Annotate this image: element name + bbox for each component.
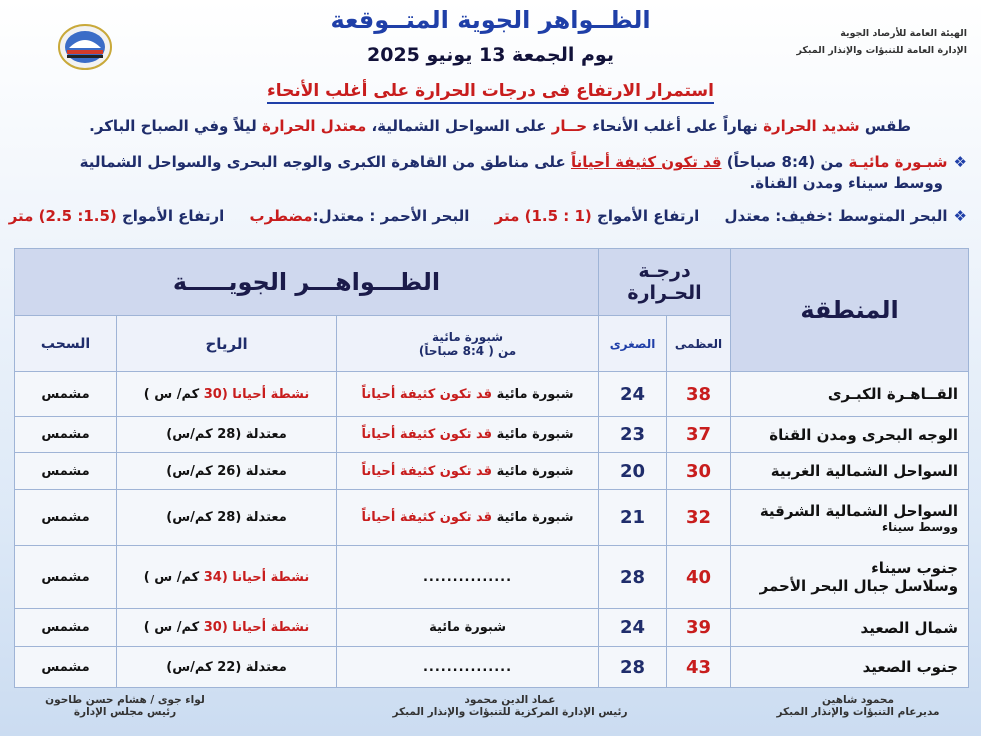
red-sea-state-2: مضطرب	[249, 207, 313, 225]
summary-weather	[89, 117, 911, 135]
wind-desc: معتدلة	[241, 463, 287, 479]
header-phenomena: الظـــواهـــر الجويـــــة	[15, 249, 599, 316]
signature-name: محمود شاهين	[821, 694, 895, 706]
wind-speed: (30	[203, 620, 228, 636]
org-department: الإدارة العامة للتنبؤات والإنذار المبكر	[796, 45, 967, 56]
signature-2	[370, 694, 650, 718]
min-temp: 20	[599, 453, 667, 489]
fog-cell	[337, 372, 599, 417]
med-wave-height: (1 : 1.5) متر	[494, 207, 592, 225]
wind-unit: كم/س)	[166, 463, 218, 479]
fog-note: قد تكون كثيفة أحياناً	[361, 427, 497, 443]
clouds-cell: مشمس	[15, 372, 117, 417]
fog-cell	[337, 489, 599, 546]
fog-value: ...............	[422, 569, 513, 585]
fog-text-4: على مناطق من القاهرة الكبرى والوجه البحرى والسواحل الشمالية	[79, 153, 571, 171]
fog-note: قد تكون كثيفة أحياناً	[361, 510, 497, 526]
max-temp: 40	[667, 546, 731, 609]
clouds-cell: مشمس	[15, 609, 117, 647]
weather-text-4: حــار	[551, 117, 588, 135]
wind-speed: (22	[217, 659, 242, 675]
wind-speed: (28	[217, 510, 242, 526]
fog-cell	[337, 647, 599, 688]
header-clouds: السحب	[15, 315, 117, 372]
fog-cell	[337, 453, 599, 489]
signature-title: رئيس الإدارة المركزية للتنبؤات والإنذار المبكر	[392, 706, 628, 718]
max-temp: 39	[667, 609, 731, 647]
wind-speed: (28	[217, 427, 242, 443]
signature-name: لواء جوى / هشام حسن طاحون	[45, 694, 205, 706]
wind-unit: كم/ س )	[143, 620, 204, 636]
signature-1	[743, 694, 973, 718]
header-region: المنطقة	[731, 249, 969, 372]
max-temp: 43	[667, 647, 731, 688]
table-row	[15, 453, 969, 489]
page-title: الظــواهر الجوية المتــوقعة	[330, 6, 651, 34]
table-row	[15, 647, 969, 688]
max-temp: 32	[667, 489, 731, 546]
clouds-cell: مشمس	[15, 453, 117, 489]
signature-title: رئيس مجلس الإدارة	[73, 706, 177, 718]
header-max: العظمى	[667, 315, 731, 372]
min-temp: 21	[599, 489, 667, 546]
weather-text-1: طقس	[859, 117, 911, 135]
region-cell: الوجه البحرى ومدن القناة	[731, 416, 969, 452]
signature-name: عماد الدين محمود	[464, 694, 556, 706]
region-cell	[731, 489, 969, 546]
red-sea-label: البحر الأحمر :	[369, 207, 470, 225]
fog-cell	[337, 546, 599, 609]
wind-cell	[117, 416, 337, 452]
table-row	[15, 416, 969, 452]
region-line2: وسلاسل جبال البحر الأحمر	[759, 577, 959, 596]
med-wave-label: ارتفاع الأمواج	[597, 207, 700, 225]
wind-speed: (26	[217, 463, 242, 479]
forecast-table	[14, 248, 969, 688]
min-temp: 28	[599, 647, 667, 688]
red-wave-height: (1.5: 2.5) متر	[8, 207, 117, 225]
region-line2: ووسط سيناء	[882, 519, 959, 534]
wind-speed: (30	[203, 386, 228, 402]
header-fog-line2: من ( 8:4 صباحاً)	[418, 343, 517, 358]
region-cell: شمال الصعيد	[731, 609, 969, 647]
header-temperature: درجـة الحـرارة	[599, 249, 731, 316]
wind-cell	[117, 647, 337, 688]
region-cell: السواحل الشمالية الغربية	[731, 453, 969, 489]
weather-text-7: ليلاً وفي الصباح الباكر.	[89, 117, 262, 135]
region-line1: السواحل الشمالية الشرقية	[759, 501, 959, 520]
headline-text: استمرار الارتفاع فى درجات الحرارة على أغلب الأنحاء	[267, 81, 714, 104]
fog-value: شبورة مائية	[496, 386, 574, 402]
org-name: الهيئة العامة للأرصاد الجوية	[840, 28, 967, 39]
bullet-icon: ❖	[953, 207, 967, 225]
fog-cell	[337, 416, 599, 452]
table-row	[15, 372, 969, 417]
wind-desc: معتدلة	[241, 510, 287, 526]
fog-text-2: من (8:4 صباحاً)	[721, 153, 849, 171]
fog-note: قد تكون كثيفة أحياناً	[361, 463, 497, 479]
red-wave-label: ارتفاع الأمواج	[122, 207, 225, 225]
summary-fog	[80, 153, 967, 171]
wind-cell	[117, 489, 337, 546]
weather-text-6: معتدل الحرارة	[261, 117, 367, 135]
wind-desc: معتدلة	[241, 659, 287, 675]
wind-desc: نشطة أحيانا	[227, 386, 310, 402]
fog-value: شبورة مائية	[496, 427, 574, 443]
wind-cell	[117, 609, 337, 647]
wind-desc: نشطة أحيانا	[227, 569, 310, 585]
header-wind: الرياح	[117, 315, 337, 372]
max-temp: 30	[667, 453, 731, 489]
clouds-cell: مشمس	[15, 416, 117, 452]
header-min: الصغرى	[599, 315, 667, 372]
max-temp: 38	[667, 372, 731, 417]
weather-text-5: على السواحل الشمالية،	[366, 117, 552, 135]
min-temp: 23	[599, 416, 667, 452]
region-cell	[731, 546, 969, 609]
min-temp: 28	[599, 546, 667, 609]
bullet-icon: ❖	[953, 153, 967, 171]
wind-unit: كم/س)	[166, 659, 218, 675]
region-line1: جنوب سيناء	[871, 559, 959, 578]
region-cell: جنوب الصعيد	[731, 647, 969, 688]
weather-text-3: نهاراً على أغلب الأنحاء	[587, 117, 764, 135]
fog-note: قد تكون كثيفة أحياناً	[361, 386, 497, 402]
clouds-cell: مشمس	[15, 489, 117, 546]
signature-3	[20, 694, 230, 718]
wind-unit: كم/س)	[166, 510, 218, 526]
fog-text-1: شبـورة مائيـة	[848, 153, 948, 171]
min-temp: 24	[599, 609, 667, 647]
fog-value: شبورة مائية	[496, 463, 574, 479]
signature-title: مديرعام التنبؤات والإنذار المبكر	[776, 706, 940, 718]
wind-desc: نشطة أحيانا	[227, 620, 310, 636]
headline	[0, 81, 981, 101]
fog-value: ...............	[422, 659, 513, 675]
wind-desc: معتدلة	[241, 427, 287, 443]
fog-text-3: قد تكون كثيفة أحياناً	[570, 153, 722, 171]
max-temp: 37	[667, 416, 731, 452]
table-row	[15, 546, 969, 609]
clouds-cell: مشمس	[15, 647, 117, 688]
region-cell: القــاهـرة الكبـرى	[731, 372, 969, 417]
med-sea-state: البحر المتوسط :خفيف: معتدل	[724, 207, 948, 225]
weather-text-2: شديد الحرارة	[763, 117, 860, 135]
table-row	[15, 489, 969, 546]
wind-cell	[117, 546, 337, 609]
header-fog-line1: شبورة مائية	[432, 329, 504, 344]
wind-speed: (34	[203, 569, 228, 585]
min-temp: 24	[599, 372, 667, 417]
forecast-date: يوم الجمعة 13 يونيو 2025	[367, 44, 614, 66]
wind-unit: كم/ س )	[143, 386, 204, 402]
wind-cell	[117, 453, 337, 489]
summary-fog-cont: ووسط سيناء ومدن القناة.	[749, 174, 943, 192]
table-row	[15, 609, 969, 647]
wind-unit: كم/ س )	[143, 569, 204, 585]
wind-cell	[117, 372, 337, 417]
summary-sea	[8, 207, 967, 225]
clouds-cell: مشمس	[15, 546, 117, 609]
fog-value: شبورة مائية	[429, 620, 506, 636]
fog-value: شبورة مائية	[496, 510, 574, 526]
header-fog	[337, 315, 599, 372]
wind-unit: كم/س)	[166, 427, 218, 443]
fog-cell	[337, 609, 599, 647]
red-sea-state: معتدل:	[312, 207, 365, 225]
